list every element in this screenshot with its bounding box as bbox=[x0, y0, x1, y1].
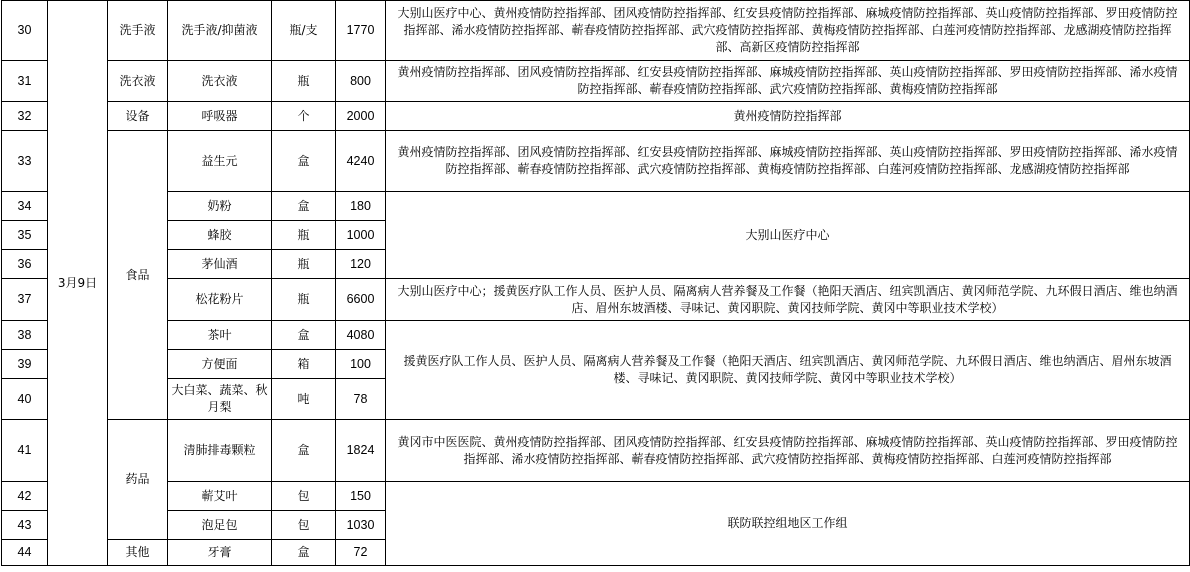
item-name: 茶叶 bbox=[168, 321, 272, 350]
unit-cell: 瓶/支 bbox=[272, 1, 336, 61]
quantity-cell: 1770 bbox=[336, 1, 386, 61]
category-cell: 设备 bbox=[108, 102, 168, 131]
table-row bbox=[2, 192, 1190, 221]
category-cell: 食品 bbox=[108, 131, 168, 420]
quantity-cell: 78 bbox=[336, 379, 386, 420]
table-row bbox=[2, 279, 1190, 321]
quantity-cell: 120 bbox=[336, 250, 386, 279]
quantity-cell: 100 bbox=[336, 350, 386, 379]
destination-cell: 黄州疫情防控指挥部 bbox=[386, 102, 1190, 131]
unit-cell: 瓶 bbox=[272, 221, 336, 250]
item-name: 清肺排毒颗粒 bbox=[168, 420, 272, 482]
table-row bbox=[2, 321, 1190, 350]
quantity-cell: 800 bbox=[336, 61, 386, 102]
category-cell: 药品 bbox=[108, 420, 168, 540]
item-name: 泡足包 bbox=[168, 511, 272, 540]
row-number: 37 bbox=[2, 279, 48, 321]
date-cell: 3月9日 bbox=[48, 1, 108, 566]
item-name: 呼吸器 bbox=[168, 102, 272, 131]
row-number: 35 bbox=[2, 221, 48, 250]
table-row bbox=[2, 102, 1190, 131]
item-name: 大白菜、蔬菜、秋月梨 bbox=[168, 379, 272, 420]
row-number: 44 bbox=[2, 540, 48, 566]
table-row bbox=[2, 1, 1190, 61]
item-name: 茅仙酒 bbox=[168, 250, 272, 279]
donation-table bbox=[1, 0, 1190, 566]
row-number: 41 bbox=[2, 420, 48, 482]
destination-cell: 大别山医疗中心；援黄医疗队工作人员、医护人员、隔离病人营养餐及工作餐（艳阳天酒店、纽宾凯酒店、黄冈师范学院、九环假日酒店、维也纳酒店、眉州东坡酒楼、寻味记、黄冈职院、黄冈技师学院、黄冈中等职业技术学校） bbox=[386, 279, 1190, 321]
destination-cell: 大别山医疗中心 bbox=[386, 192, 1190, 279]
quantity-cell: 1824 bbox=[336, 420, 386, 482]
quantity-cell: 6600 bbox=[336, 279, 386, 321]
row-number: 43 bbox=[2, 511, 48, 540]
row-number: 30 bbox=[2, 1, 48, 61]
item-name: 蜂胶 bbox=[168, 221, 272, 250]
unit-cell: 瓶 bbox=[272, 279, 336, 321]
row-number: 34 bbox=[2, 192, 48, 221]
unit-cell: 包 bbox=[272, 482, 336, 511]
row-number: 36 bbox=[2, 250, 48, 279]
destination-cell: 援黄医疗队工作人员、医护人员、隔离病人营养餐及工作餐（艳阳天酒店、纽宾凯酒店、黄冈师范学院、九环假日酒店、维也纳酒店、眉州东坡酒楼、寻味记、黄冈职院、黄冈技师学院、黄冈中等职业技术学校） bbox=[386, 321, 1190, 420]
quantity-cell: 4240 bbox=[336, 131, 386, 192]
unit-cell: 盒 bbox=[272, 321, 336, 350]
row-number: 32 bbox=[2, 102, 48, 131]
quantity-cell: 180 bbox=[336, 192, 386, 221]
quantity-cell: 4080 bbox=[336, 321, 386, 350]
unit-cell: 盒 bbox=[272, 131, 336, 192]
table-row bbox=[2, 420, 1190, 482]
unit-cell: 盒 bbox=[272, 540, 336, 566]
destination-cell: 联防联控组地区工作组 bbox=[386, 482, 1190, 566]
item-name: 洗手液/抑菌液 bbox=[168, 1, 272, 61]
unit-cell: 吨 bbox=[272, 379, 336, 420]
row-number: 40 bbox=[2, 379, 48, 420]
unit-cell: 箱 bbox=[272, 350, 336, 379]
unit-cell: 包 bbox=[272, 511, 336, 540]
item-name: 牙膏 bbox=[168, 540, 272, 566]
table-row bbox=[2, 61, 1190, 102]
quantity-cell: 1030 bbox=[336, 511, 386, 540]
table-row bbox=[2, 482, 1190, 511]
category-cell: 洗衣液 bbox=[108, 61, 168, 102]
destination-cell: 大别山医疗中心、黄州疫情防控指挥部、团风疫情防控指挥部、红安县疫情防控指挥部、麻城疫情防控指挥部、英山疫情防控指挥部、罗田疫情防控指挥部、浠水疫情防控指挥部、蕲春疫情防控指挥部、武穴疫情防控指挥部、黄梅疫情防控指挥部、白莲河疫情防控指挥部、龙感湖疫情防控指挥部、高新区疫情防控指挥部 bbox=[386, 1, 1190, 61]
category-cell: 其他 bbox=[108, 540, 168, 566]
item-name: 洗衣液 bbox=[168, 61, 272, 102]
unit-cell: 瓶 bbox=[272, 250, 336, 279]
destination-cell: 黄州疫情防控指挥部、团风疫情防控指挥部、红安县疫情防控指挥部、麻城疫情防控指挥部、英山疫情防控指挥部、罗田疫情防控指挥部、浠水疫情防控指挥部、蕲春疫情防控指挥部、武穴疫情防控指挥部、黄梅疫情防控指挥部 bbox=[386, 61, 1190, 102]
destination-cell: 黄冈市中医医院、黄州疫情防控指挥部、团风疫情防控指挥部、红安县疫情防控指挥部、麻城疫情防控指挥部、英山疫情防控指挥部、罗田疫情防控指挥部、浠水疫情防控指挥部、蕲春疫情防控指挥部、武穴疫情防控指挥部、黄梅疫情防控指挥部、白莲河疫情防控指挥部 bbox=[386, 420, 1190, 482]
unit-cell: 盒 bbox=[272, 192, 336, 221]
row-number: 33 bbox=[2, 131, 48, 192]
row-number: 38 bbox=[2, 321, 48, 350]
unit-cell: 盒 bbox=[272, 420, 336, 482]
item-name: 方便面 bbox=[168, 350, 272, 379]
row-number: 42 bbox=[2, 482, 48, 511]
quantity-cell: 2000 bbox=[336, 102, 386, 131]
item-name: 益生元 bbox=[168, 131, 272, 192]
quantity-cell: 72 bbox=[336, 540, 386, 566]
item-name: 松花粉片 bbox=[168, 279, 272, 321]
row-number: 39 bbox=[2, 350, 48, 379]
category-cell: 洗手液 bbox=[108, 1, 168, 61]
item-name: 蕲艾叶 bbox=[168, 482, 272, 511]
quantity-cell: 1000 bbox=[336, 221, 386, 250]
unit-cell: 瓶 bbox=[272, 61, 336, 102]
unit-cell: 个 bbox=[272, 102, 336, 131]
item-name: 奶粉 bbox=[168, 192, 272, 221]
table-row bbox=[2, 131, 1190, 192]
row-number: 31 bbox=[2, 61, 48, 102]
destination-cell: 黄州疫情防控指挥部、团风疫情防控指挥部、红安县疫情防控指挥部、麻城疫情防控指挥部、英山疫情防控指挥部、罗田疫情防控指挥部、浠水疫情防控指挥部、蕲春疫情防控指挥部、武穴疫情防控指挥部、黄梅疫情防控指挥部、白莲河疫情防控指挥部、龙感湖疫情防控指挥部 bbox=[386, 131, 1190, 192]
quantity-cell: 150 bbox=[336, 482, 386, 511]
